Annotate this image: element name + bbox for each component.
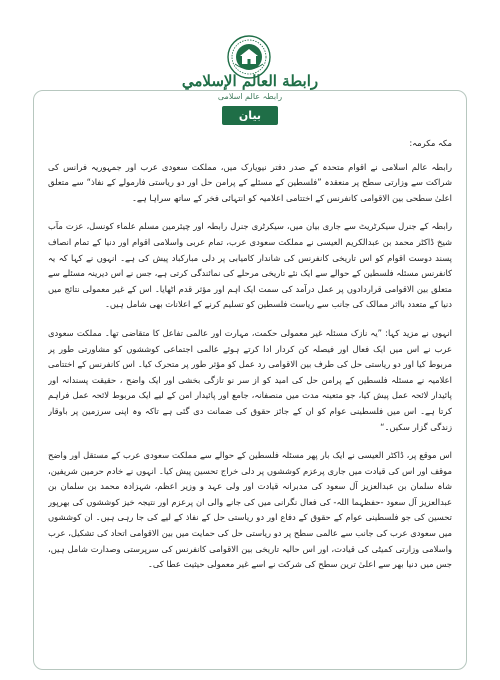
document-body <box>48 136 452 656</box>
paragraph-2: رابطہ کے جنرل سیکرٹریٹ سے جاری بیان میں، سیکرٹری جنرل رابطہ اور چیئرمین مسلم علماء کونسل، عزت مآب شیخ ڈاکٹر محمد بن عبدالکریم العیسی نے مملکت سعودی عرب، تمام عربی واسلامی اقوام اور دنیا کے تمام انصاف پسند دوست اقوام کو اس تاریخی کانفرنس کی شاندار کامیابی پر دلی مبارکباد پیش کی ہے۔ انہوں نے کہا کہ یہ کانفرنس مسئلہ فلسطین کے حوالے سے ایک نئے تاریخی مرحلے کی نمائندگی کرتی ہے، جس نے اس دیرینہ مسئلے سے متعلق بین الاقوامی قراردادوں پر عمل درآمد کی سمت ایک اہم اور مؤثر قدم اٹھایا۔ اس کے غیر معمولی نتائج میں دنیا کے متعدد بااثر ممالک کی جانب سے ریاست فلسطین کو تسلیم کرنے کے اعلانات بھی شامل ہیں۔ <box>48 221 452 310</box>
organization-name: رابطة العالم الإسلامي <box>181 72 319 90</box>
dateline: مکہ مکرمہ: <box>409 138 452 148</box>
paragraph-1: رابطہ عالم اسلامی نے اقوام متحدہ کے صدر دفتر نیویارک میں، مملکت سعودی عرب اور جمہوریہ فرانس کی شراکت سے وزارتی سطح پر منعقدہ ”فلسطین کے مسئلے کے پرامن حل اور دو ریاستی فارمولے کے نفاذ“ سے متعلق اعلیٰ سطحی بین الاقوامی کانفرنس کے اختتامی اعلامیہ کو انتہائی فخر کے ساتھ سراہا ہے۔ <box>48 161 452 203</box>
letterhead <box>0 0 500 125</box>
paragraph-3: انہوں نے مزید کہا: ”یہ نازک مسئلہ غیر معمولی حکمت، مہارت اور عالمی تفاعل کا متقاضی تھا۔ مملکت سعودی عرب نے اس میں ایک فعال اور فیصلہ کن کردار ادا کرتے ہوئے عالمی اجتماعی کوششوں کو مشاورتی طور پر مربوط کیا اور دو ریاستی حل کی طرف بین الاقوامی رد عمل کو مؤثر طور پر متحرک کیا۔ اس کانفرنس کے اختتامی اعلامیہ نے مسئلہ فلسطین کے پرامن حل کی امید کو از سر نو تازگی بخشی اور ایک واضح ، حقیقت پسندانہ اور پائیدار لائحہ عمل پیش کیا، جو متعینہ مدت میں منصفانہ، جامع اور پائیدار امن کے لیے ایک مربوط لائحہ عمل فراہم کرتا ہے۔ اس میں فلسطینی عوام کو ان کے جائز حقوق کی ضمانت دی گئی ہے تاکہ وہ اپنی سرزمین پر باوقار زندگی گزار سکیں۔“ <box>48 327 452 432</box>
paragraph-4: اس موقع پر، ڈاکٹر العیسی نے ایک بار پھر مسئلہ فلسطین کے حوالے سے مملکت سعودی عرب کے مستقل اور واضح موقف اور اس کی قیادت میں جاری پرعزم کوششوں پر دلی خراج تحسین پیش کیا۔ انہوں نے خادم حرمین شریفین، شاہ سلمان بن عبدالعزیز آل سعود کی مدبرانہ قیادت اور ولی عہد و وزیر اعظم، شہزادہ محمد بن سلمان بن عبدالعزیز آل سعود -حفظہما اللہ- کی فعال نگرانی میں کی جانے والی ان پرعزم اور نتیجہ خیز کوششوں کی بھرپور تحسین کی جو فلسطینی عوام کے حقوق کے دفاع اور دو ریاستی حل کے نفاذ کے لیے کی جا رہی ہیں۔ ان کوششوں میں سعودی عرب کی جانب سے عالمی سطح پر دو ریاستی حل کی حمایت میں بین الاقوامی اتحاد کی تشکیل، عرب واسلامی وزارتی کمیٹی کی قیادت، اور اس حالیہ تاریخی بین الاقوامی کانفرنس کی سرپرستی وصدارت شامل ہیں، جس میں دنیا بھر سے اعلیٰ ترین سطح کی شرکت نے اسے غیر معمولی حیثیت عطا کی۔ <box>48 450 452 570</box>
document-title: بیان <box>238 109 262 122</box>
title-badge <box>222 106 278 125</box>
organization-subtitle: رابطہ عالم اسلامی <box>217 92 283 101</box>
